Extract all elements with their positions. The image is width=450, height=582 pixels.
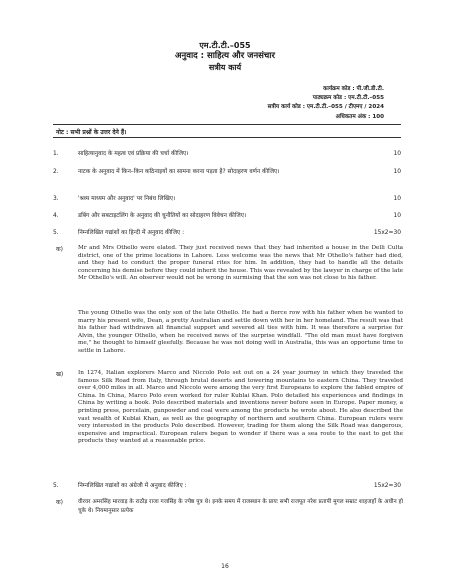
question-text: नाटक के अनुवाद में किन–किन कठिनाइयों का सामना करना पड़ता है? सोदाहरण वर्णन कीजिए।: [78, 169, 280, 175]
question-number: 5.: [53, 230, 59, 236]
program-code: कार्यक्रम कोड : पी.जी.डी.टी.: [323, 86, 384, 92]
question-text: निम्नलिखित गद्यांशों का हिन्दी में अनुवाद कीजिए :: [78, 230, 185, 236]
passage-label: क): [56, 246, 63, 253]
divider-top: [53, 124, 401, 125]
question-marks: 15x2=30: [373, 230, 401, 236]
divider-bottom: [53, 137, 401, 138]
note: नोट : सभी प्रश्नों के उत्तर देने हैं।: [56, 129, 127, 136]
course-code-heading: एम.टी.टी.–055: [199, 41, 251, 50]
hindi-passage: वीरवर अमरसिंह मारवाड़ के राठौड़ राजा गजसिंह के ज्येष्ठ पुत्र थे। इनके समय में राजस्थान के प्रायः सभी राजपूत नरेश प्रतापी मुगल सम्राट शाहजहाँ के अधीन हो चुके थे। नियमानुसार प्रत्येक: [78, 499, 403, 514]
assignment-heading: सत्रीय कार्य: [208, 63, 242, 72]
course-title: अनुवाद : साहित्य और जनसंचार: [175, 51, 275, 61]
page-number: 16: [221, 563, 229, 570]
question-number: 1.: [53, 151, 59, 157]
question-marks: 10: [393, 169, 401, 175]
question-text: साहित्यानुवाद के महत्व एवं प्रक्रिया की चर्चा कीजिए।: [78, 151, 189, 157]
question-number: 3.: [53, 196, 59, 202]
question-marks: 15x2=30: [373, 483, 401, 489]
meta-block: [268, 85, 384, 122]
question-number: 5.: [53, 483, 59, 489]
passage-label: ख): [56, 371, 64, 378]
question-text: 'श्रव्य माध्यम और अनुवाद' पर निबंध लिखिए।: [78, 196, 176, 202]
question-number: 2.: [53, 169, 59, 175]
course-code: पाठ्यक्रम कोड : एम.टी.टी.–055: [312, 95, 384, 102]
question-text: निम्नलिखित गद्यांशों का अंग्रेजी में अनुवाद कीजिए :: [78, 483, 187, 489]
passage-label: क): [56, 499, 63, 506]
passage-b-paragraph: In 1274, Italian explorers Marco and Niccolo Polo set out on a 24 year journey in which they traveled the famous Silk Road from Italy, through brutal deserts and towering mountains to eastern China. They traveled over 4,000 miles in all. Marco and Niccolo were among the very first Europeans to explore the fabled empire of China. In China, Marco Polo even worked for ruler Kublai Khan. Polo detailed his experiences and findings in China by writing a book. Polo described materials and inventions never before seen in Europe. Paper money, a printing press, porcelain, gunpowder and coal were among the products he wrote about. He also described the vast wealth of Kublai Khan, as well as the geography of northern and southern China. European rulers were very interested in the products Polo described. However, trading for them along the Silk Road was dangerous, expensive and impractical. European rulers began to wonder if there was a sea route to the east to get the products they wanted at a reasonable price.: [78, 370, 403, 445]
passage-a-paragraph-2: The young Othello was the only son of the late Othello. He had a fierce row with his father when he wanted to marry his present wife, Dean, a pretty Australian and settle down with her in her homeland. The result was that his father had withdrawn all financial support and severed all ties with him. It was therefore a surprise for Alvin, the younger Othello, when he received news of the surprise windfall. "The old man must have forgiven me," he thought to himself gleefully. Because he was not doing well in Australia, this was an opportune time to settle in Lahore.: [78, 310, 403, 354]
question-marks: 10: [393, 196, 401, 202]
question-number: 4.: [53, 213, 59, 219]
max-marks: अधिकतम अंक : 100: [335, 113, 384, 120]
assignment-code: सत्रीय कार्य कोड : एम.टी.टी.–055 / टीएमए / 2024: [267, 104, 384, 111]
question-marks: 10: [393, 213, 401, 219]
question-marks: 10: [393, 151, 401, 157]
question-text: डबिंग और सबटाइटलिंग के अनुवाद की चुनौतियों का सोदाहरण विवेचन कीजिए।: [78, 213, 247, 219]
passage-a-paragraph-1: Mr and Mrs Othello were elated. They just received news that they had inherited a house in the Delli Culta district, one of the prime locations in Lahore. Less welcome was the news that Mr Othello's father had died, and they had to conduct the proper funeral rites for him. In addition, they had to handle all the details concerning his demise before they could inherit the house. This was revealed by the lawyer in charge of the late Mr Othello's will. An observer would not be wrong in surmising that the son was not close to his father.: [78, 245, 403, 282]
